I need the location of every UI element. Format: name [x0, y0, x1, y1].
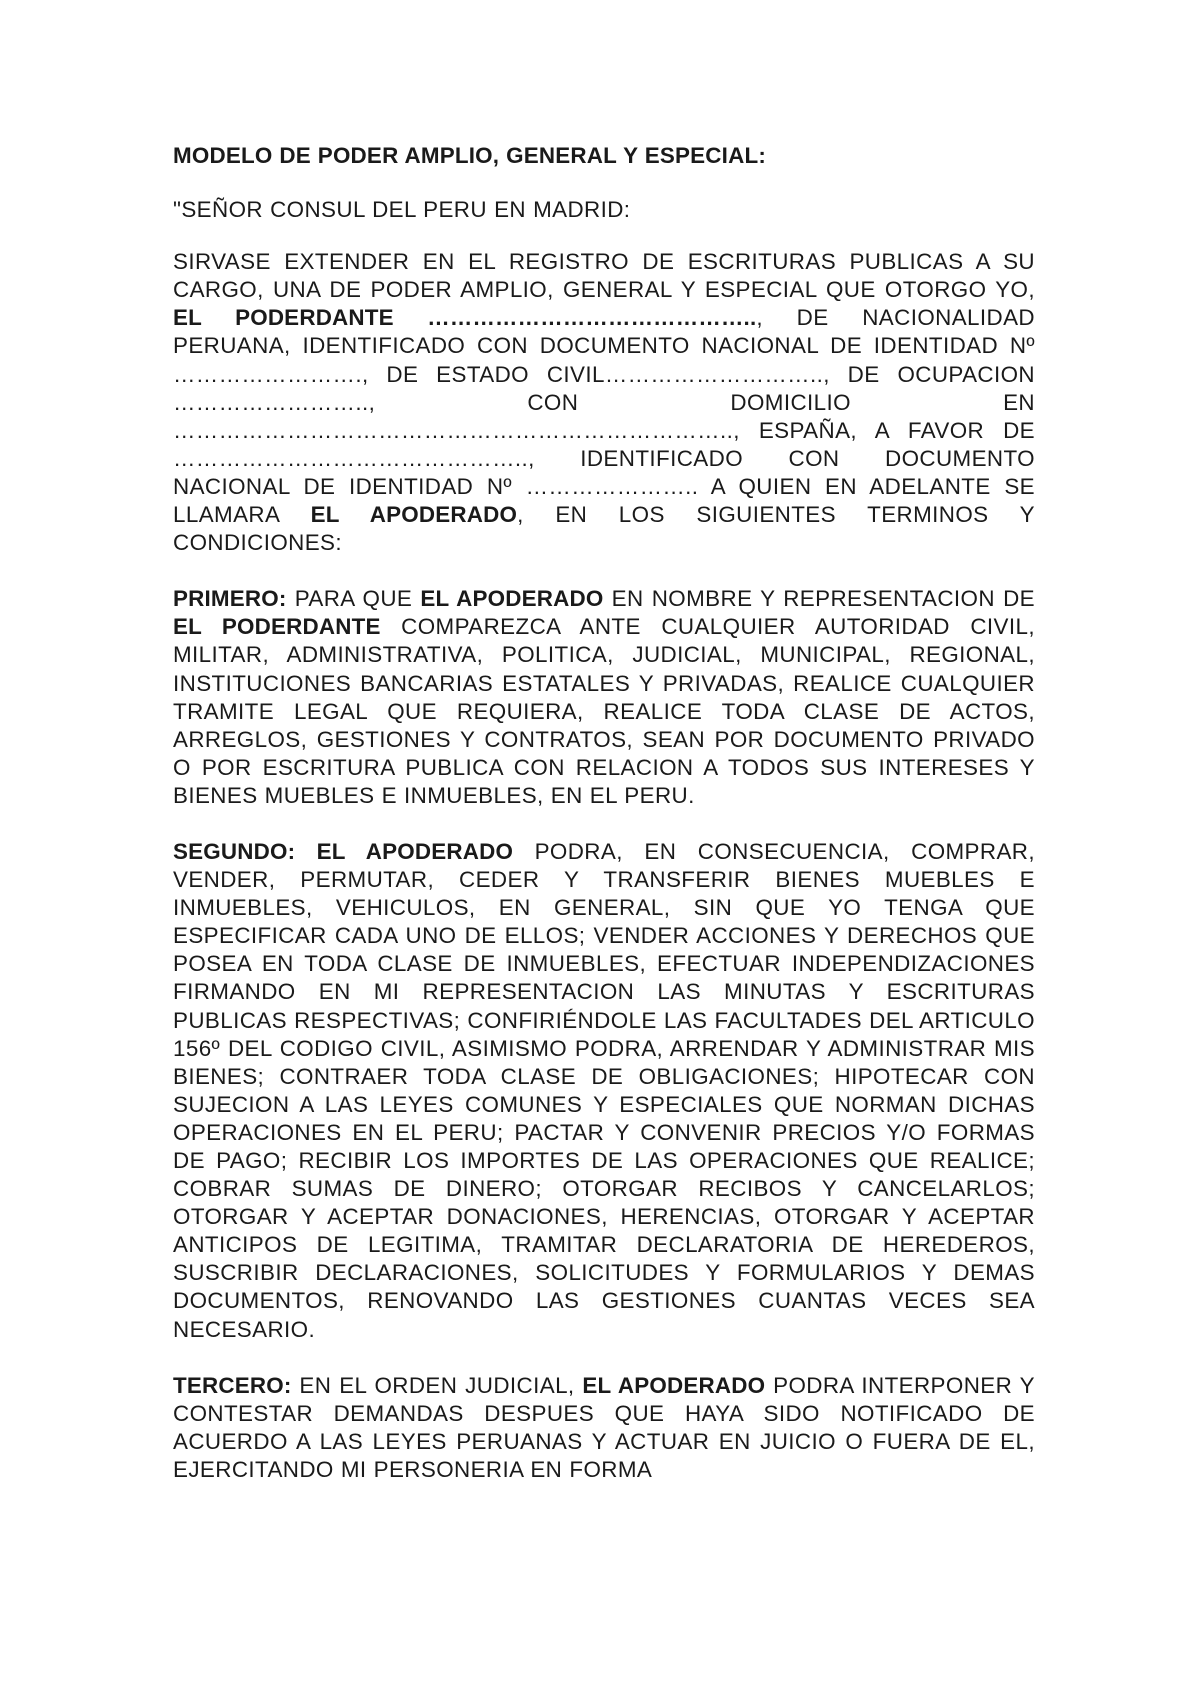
document-page: [173, 142, 1035, 1484]
intro-text-2: , DE NACIONALIDAD PERUANA, IDENTIFICADO CON DOCUMENTO NACIONAL DE IDENTIDAD Nº ……………………., DE ESTADO CIVIL……………………….., DE OCUPACION …………………….., CON DOMICILIO EN ……………………………………………………………….., ESPAÑA, A FAVOR DE ……………………………………….., IDENTIFICADO CON DOCUMENTO NACIONAL DE IDENTIDAD Nº ………………….. A QUIEN EN ADELANTE SE LLAMARA: [173, 305, 1035, 528]
salutation: "SEÑOR CONSUL DEL PERU EN MADRID:: [173, 197, 631, 223]
document-title: MODELO DE PODER AMPLIO, GENERAL Y ESPECIAL:: [173, 143, 767, 168]
intro-bold-apoderado: EL APODERADO: [310, 502, 518, 528]
clause-tercero-text-2: PODRA INTERPONER Y CONTESTAR DEMANDAS DESPUES QUE HAYA SIDO NOTIFICADO DE ACUERDO A LAS LEYES PERUANAS Y ACTUAR EN JUICIO O FUERA DE EL, EJERCITANDO MI PERSONERIA EN FORMA: [173, 1372, 1035, 1482]
clause-tercero-bold-1: EL APODERADO: [582, 1372, 766, 1398]
clause-tercero-label: TERCERO:: [173, 1372, 292, 1398]
clause-primero-text-3: COMPAREZCA ANTE CUALQUIER AUTORIDAD CIVIL, MILITAR, ADMINISTRATIVA, POLITICA, JUDICIAL, MUNICIPAL, REGIONAL, INSTITUCIONES BANCARIAS ESTATALES Y PRIVADAS, REALICE CUALQUIER TRAMITE LEGAL QUE REQUIERA, REALICE TODA CLASE DE ACTOS, ARREGLOS, GESTIONES Y CONTRATOS, SEAN POR DOCUMENTO PRIVADO O POR ESCRITURA PUBLICA CON RELACION A TODOS SUS INTERESES Y BIENES MUEBLES E INMUEBLES, EN EL PERU.: [173, 614, 1035, 808]
clause-segundo: [173, 838, 1035, 1344]
clause-tercero: [173, 1372, 1035, 1484]
clause-primero-text-2: EN NOMBRE Y REPRESENTACION DE: [603, 586, 1036, 612]
intro-bold-poderdante: EL PODERDANTE ……………………………………..: [173, 305, 757, 331]
clause-primero-bold-1: EL APODERADO: [420, 586, 604, 612]
clause-tercero-text-1: EN EL ORDEN JUDICIAL,: [291, 1372, 583, 1398]
intro-text-3: , EN LOS SIGUIENTES TERMINOS Y CONDICIONES:: [173, 502, 1035, 556]
clause-primero-bold-2: EL PODERDANTE: [173, 614, 381, 640]
clause-segundo-text-1: PODRA, EN CONSECUENCIA, COMPRAR, VENDER, PERMUTAR, CEDER Y TRANSFERIR BIENES MUEBLES E INMUEBLES, VEHICULOS, EN GENERAL, SIN QUE YO TENGA QUE ESPECIFICAR CADA UNO DE ELLOS; VENDER ACCIONES Y DERECHOS QUE POSEA EN TODA CLASE DE INMUEBLES, EFECTUAR INDEPENDIZACIONES FIRMANDO EN MI REPRESENTACION LAS MINUTAS Y ESCRITURAS PUBLICAS RESPECTIVAS; CONFIRIÉNDOLE LAS FACULTADES DEL ARTICULO 156º DEL CODIGO CIVIL, ASIMISMO PODRA, ARRENDAR Y ADMINISTRAR MIS BIENES; CONTRAER TODA CLASE DE OBLIGACIONES; HIPOTECAR CON SUJECION A LAS LEYES COMUNES Y ESPECIALES QUE NORMAN DICHAS OPERACIONES EN EL PERU; PACTAR Y CONVENIR PRECIOS Y/O FORMAS DE PAGO; RECIBIR LOS IMPORTES DE LAS OPERACIONES QUE REALICE; COBRAR SUMAS DE DINERO; OTORGAR RECIBOS Y CANCELARLOS; OTORGAR Y ACEPTAR DONACIONES, HERENCIAS, OTORGAR Y ACEPTAR ANTICIPOS DE LEGITIMA, TRAMITAR DECLARATORIA DE HEREDEROS, SUSCRIBIR DECLARACIONES, SOLICITUDES Y FORMULARIOS Y DEMAS DOCUMENTOS, RENOVANDO LAS GESTIONES CUANTAS VECES SEA NECESARIO.: [173, 838, 1035, 1342]
clause-primero: [173, 585, 1035, 810]
intro-text-1: SIRVASE EXTENDER EN EL REGISTRO DE ESCRITURAS PUBLICAS A SU CARGO, UNA DE PODER AMPLIO, GENERAL Y ESPECIAL QUE OTORGO YO,: [173, 249, 1035, 303]
intro-paragraph: [173, 248, 1035, 557]
clause-segundo-bold-1: EL APODERADO: [295, 838, 514, 864]
clause-segundo-label: SEGUNDO:: [173, 838, 296, 864]
clause-primero-text-1: PARA QUE: [286, 586, 421, 612]
clause-primero-label: PRIMERO:: [173, 586, 287, 612]
